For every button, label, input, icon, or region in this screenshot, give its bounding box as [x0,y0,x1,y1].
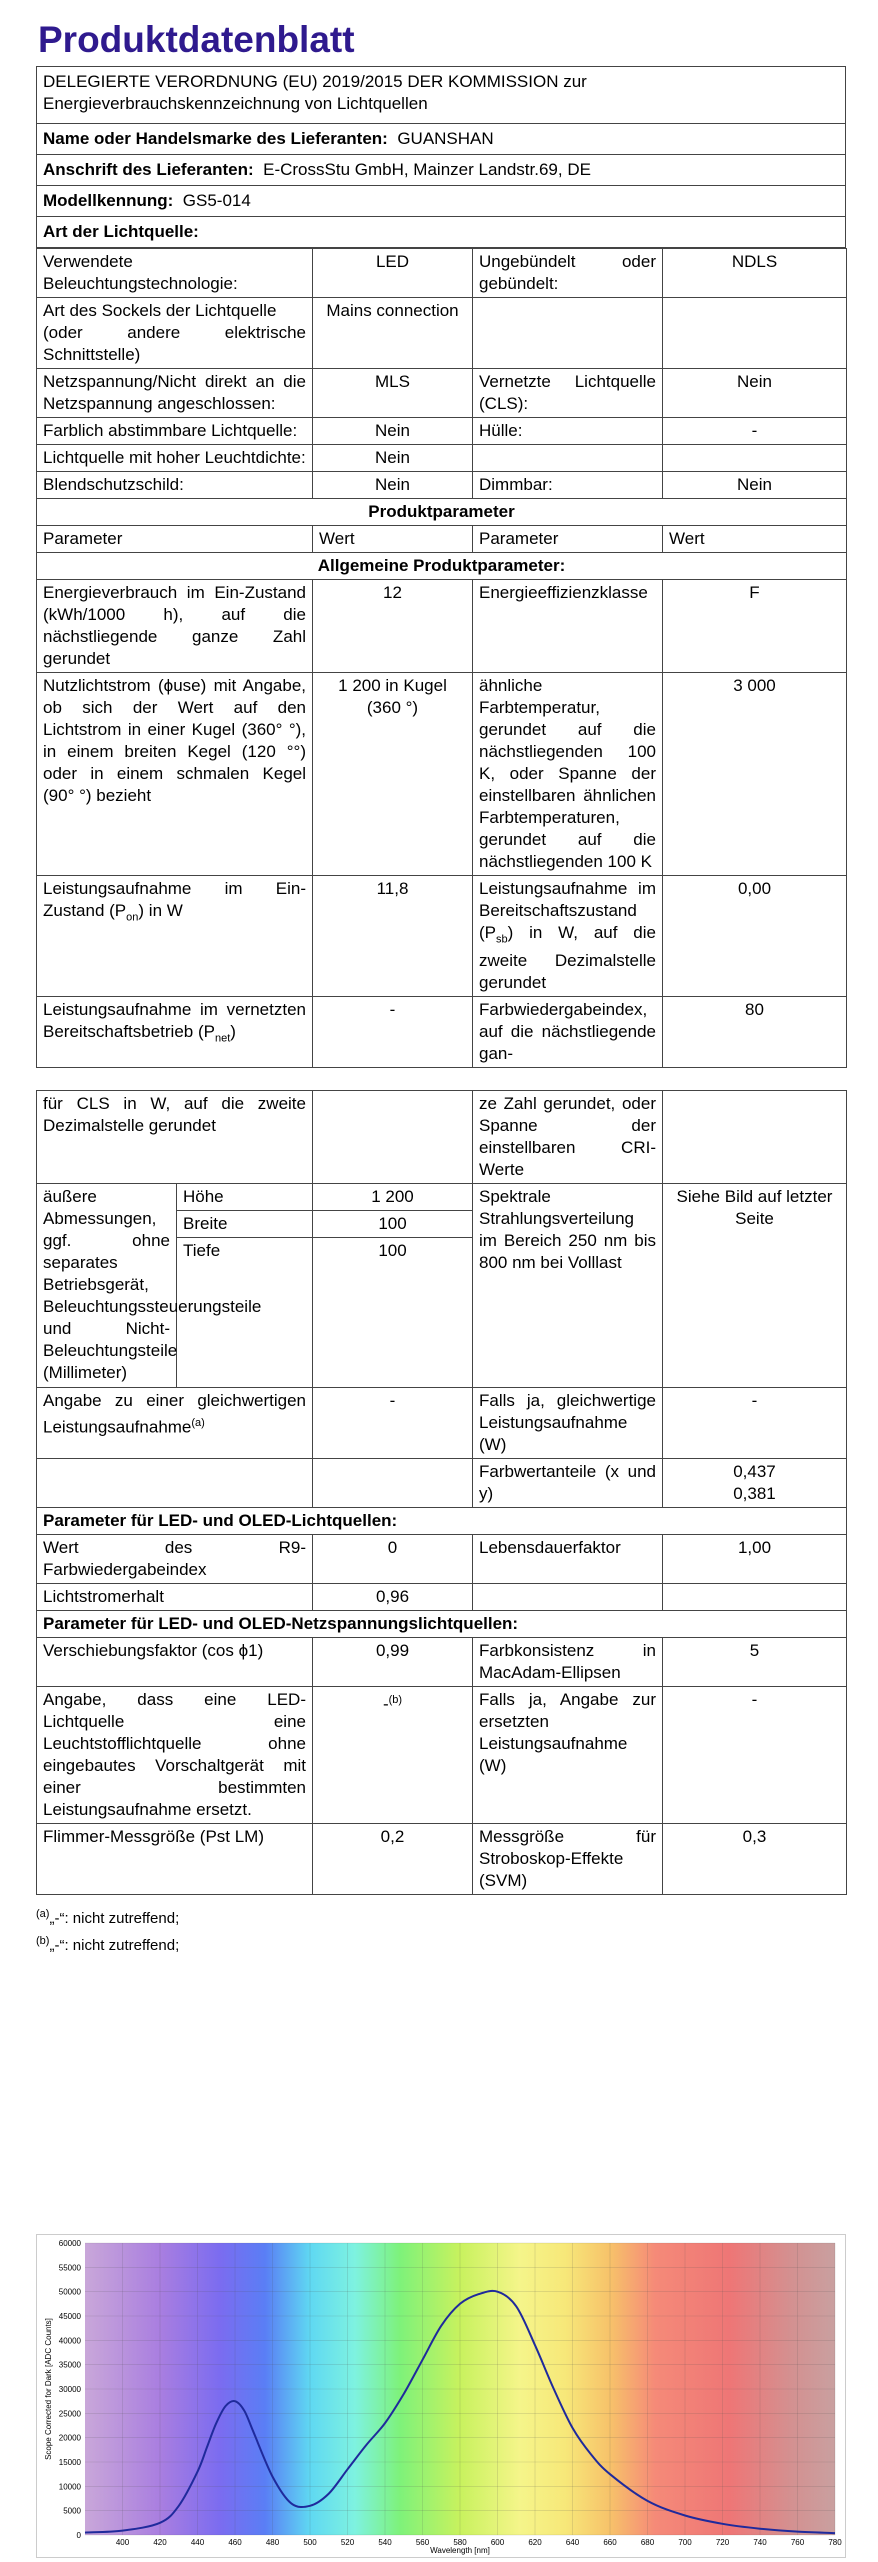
x-tick-label: 560 [415,2538,430,2547]
table-row [37,876,847,997]
consistency-value: 5 [663,1638,847,1687]
spectrum-svg [37,2235,845,2557]
table-row [37,1687,847,1824]
y-tick-label: 45000 [58,2312,81,2321]
svm-label: Messgröße für Stroboskop-Effekte (SVM) [473,1824,663,1895]
supplier-address-label: Anschrift des Lieferanten: [43,160,254,179]
table-row [37,1459,847,1508]
table-row [37,445,847,472]
pnet-value: - [313,997,473,1068]
r9-label: Wert des R9-Farbwiedergabeindex [37,1535,313,1584]
x-tick-label: 740 [753,2538,767,2547]
dpf-label: Verschiebungsfaktor (cos ϕ1) [37,1638,313,1687]
x-tick-label: 620 [528,2538,542,2547]
energy-value: 12 [313,580,473,673]
mains-label: Netzspannung/Nicht direkt an die Netzspannung angeschlossen: [37,369,313,418]
supplier-name-row [37,124,845,155]
envelope-label: Hülle: [473,418,663,445]
table-row [37,1584,847,1611]
tunable-label: Farblich abstimmbare Lichtquelle: [37,418,313,445]
x-tick-label: 780 [828,2538,842,2547]
cls-label: Vernetzte Lichtquelle (CLS): [473,369,663,418]
col-value: Wert [313,526,473,553]
cri-label-cont: ze Zahl gerundet, oder Spanne der einstellbaren CRI-Werte [473,1091,663,1184]
table-row [37,580,847,673]
svm-value: 0,3 [663,1824,847,1895]
general-params-table-cont [36,1090,847,1895]
table-row [37,418,847,445]
led-heading: Parameter für LED- und OLED-Lichtquellen: [37,1508,847,1535]
supplier-address-row [37,155,845,186]
cls-value: Nein [663,369,847,418]
r9-value: 0 [313,1535,473,1584]
light-source-table [36,248,847,1068]
footnotes [36,1903,846,1957]
x-tick-label: 580 [453,2538,467,2547]
model-label: Modellkennung: [43,191,174,210]
x-tick-label: 460 [228,2538,242,2547]
cct-value: 3 000 [663,673,847,876]
table-row [37,298,847,369]
mains-heading: Parameter für LED- und OLED-Netzspannungslichtquellen: [37,1611,847,1638]
replace-label: Angabe, dass eine LED-Lichtquelle eine Leuchtstofflichtquelle ohne eingebautes Vorschaltgerät mit einer bestimmten Leistungsaufnahme ersetzt. [37,1687,313,1824]
table-row [37,1184,847,1211]
x-axis-label: Wavelength [nm] [430,2546,490,2555]
y-tick-label: 15000 [58,2458,81,2467]
cct-label: ähnliche Farbtemperatur, gerundet auf die nächstliegenden 100 K, oder Spanne der einstellbaren ähnlichen Farbtemperaturen, gerundet auf die nächstliegenden 100 K [473,673,663,876]
width-label: Breite [177,1211,313,1238]
table-row [37,1388,847,1459]
y-tick-label: 25000 [58,2409,81,2419]
height-label: Höhe [177,1184,313,1211]
pnet-label: Leistungsaufnahme im vernetzten Bereitschaftsbetrieb $(P_{net})$ [37,997,313,1068]
header-box [36,66,846,248]
table-row [37,499,847,526]
y-tick-label: 30000 [58,2385,81,2394]
y-tick-label: 40000 [58,2336,81,2346]
cri-value: 80 [663,997,847,1068]
x-tick-label: 540 [378,2538,392,2547]
table-row [37,369,847,418]
equiv-yes-value: - [663,1388,847,1459]
survival-value: 1,00 [663,1535,847,1584]
regulation-text: DELEGIERTE VERORDNUNG (EU) 2019/2015 DER KOMMISSION zur Energieverbrauchskennzeichnung von Lichtquellen [37,67,845,124]
table-row [37,472,847,499]
pon-value: 11,8 [313,876,473,997]
product-params-heading: Produktparameter [37,499,847,526]
footnote-a: $^{(a)}$„-“: nicht zutreffend; [36,1908,180,1928]
x-tick-label: 440 [190,2538,205,2547]
height-value: 1 200 [313,1184,473,1211]
footnote-b: $^{(b)}$„-“: nicht zutreffend; [36,1935,180,1955]
equiv-yes-label: Falls ja, gleichwertige Leistungsaufnahme (W) [473,1388,663,1459]
flux-value: 1 200 in Kugel (360 °) [313,673,473,876]
x-tick-label: 520 [340,2538,355,2547]
depth-label: Tiefe [177,1238,313,1388]
dpf-value: 0,99 [313,1638,473,1687]
replace-yes-value: - [663,1687,847,1824]
y-tick-label: 10000 [58,2482,81,2492]
y-tick-label: 0 [76,2531,81,2540]
model-row [37,186,845,217]
maint-value: 0,96 [313,1584,473,1611]
replace-yes-label: Falls ja, Angabe zur ersetzten Leistungsaufnahme (W) [473,1687,663,1824]
equiv-label: Angabe zu einer gleichwertigen Leistungsaufnahme$^{(a)}$ [37,1388,313,1459]
table-row [37,249,847,298]
flicker-label: Flimmer-Messgröße (Pst LM) [37,1824,313,1895]
supplier-name-value: GUANSHAN [397,129,494,148]
high-lum-value: Nein [313,445,473,472]
col-value: Wert [663,526,847,553]
psb-label: Leistungsaufnahme im Bereitschaftszustand $(P_{sb})$ in W, auf die zweite Dezimalstelle gerundet [473,876,663,997]
flicker-value: 0,2 [313,1824,473,1895]
envelope-value: - [663,418,847,445]
spd-label: Spektrale Strahlungsverteilung im Bereich 250 nm bis 800 nm bei Volllast [473,1184,663,1388]
table-row [37,526,847,553]
x-tick-label: 720 [715,2538,730,2547]
high-lum-label: Lichtquelle mit hoher Leuchtdichte: [37,445,313,472]
x-tick-label: 640 [565,2538,580,2547]
pon-label: Leistungsaufnahme im Ein-Zustand $(P_{on})$ in W [37,876,313,997]
psb-value: 0,00 [663,876,847,997]
y-tick-label: 60000 [58,2239,81,2248]
replace-value: -$^{(b)}$ [313,1687,473,1824]
x-tick-label: 760 [790,2538,805,2547]
table-row [37,1508,847,1535]
eclass-value: F [663,580,847,673]
supplier-name-label: Name oder Handelsmarke des Lieferanten: [43,129,388,148]
x-tick-label: 400 [115,2538,130,2547]
eclass-label: Energieeffizienzklasse [473,580,663,673]
glare-label: Blendschutzschild: [37,472,313,499]
y-tick-label: 50000 [58,2287,81,2297]
x-tick-label: 420 [153,2538,167,2547]
equiv-value: - [313,1388,473,1459]
energy-label: Energieverbrauch im Ein-Zustand (kWh/1000 h), auf die nächstliegende ganze Zahl gerundet [37,580,313,673]
bundled-label: Ungebündelt oder gebündelt: [473,249,663,298]
tech-value: LED [313,249,473,298]
page-break [36,1068,846,1090]
chroma-label: Farbwertanteile (x und y) [473,1459,663,1508]
chroma-value: 0,437 0,381 [663,1459,847,1508]
x-tick-label: 500 [303,2538,317,2547]
general-params-heading: Allgemeine Produktparameter: [37,553,847,580]
dimmable-value: Nein [663,472,847,499]
dimmable-label: Dimmbar: [473,472,663,499]
y-tick-label: 20000 [58,2433,81,2443]
consistency-label: Farbkonsistenz in MacAdam-Ellipsen [473,1638,663,1687]
depth-value: 100 [313,1238,473,1388]
light-source-type-heading: Art der Lichtquelle: [43,222,199,241]
spd-value: Siehe Bild auf letzter Seite [663,1184,847,1388]
bundled-value: NDLS [663,249,847,298]
width-value: 100 [313,1211,473,1238]
x-tick-label: 600 [490,2538,505,2547]
table-row [37,1091,847,1184]
page-title: Produktdatenblatt [38,19,355,60]
table-row [37,673,847,876]
socket-label: Art des Sockels der Lichtquelle (oder andere elektrische Schnittstelle) [37,298,313,369]
x-tick-label: 660 [603,2538,617,2547]
mains-value: MLS [313,369,473,418]
table-row [37,1611,847,1638]
maint-label: Lichtstromerhalt [37,1584,313,1611]
tech-label: Verwendete Beleuchtungstechnologie: [37,249,313,298]
x-tick-label: 700 [678,2538,692,2547]
col-param: Parameter [473,526,663,553]
y-tick-label: 35000 [58,2360,81,2370]
dims-label: äußere Abmessungen, ggf. ohne separates Betriebsgerät, Beleuchtungssteuerungsteile und Nicht-Beleuchtungsteile (Millimeter) [37,1184,177,1388]
flux-label: Nutzlichtstrom (ϕuse) mit Angabe, ob sich der Wert auf den Lichtstrom in einer Kugel (360° °), in einem breiten Kegel (120 °°) oder in einem schmalen Kegel (90° °) bezieht [37,673,313,876]
survival-label: Lebensdauerfaktor [473,1535,663,1584]
x-tick-label: 680 [640,2538,655,2547]
table-row [37,1535,847,1584]
x-tick-label: 480 [265,2538,280,2547]
y-tick-label: 55000 [58,2263,81,2273]
spectrum-chart [36,2234,846,2558]
cri-label: Farbwiedergabeindex, auf die nächstliegende gan- [473,997,663,1068]
tunable-value: Nein [313,418,473,445]
table-row [37,1638,847,1687]
pnet-label-cont: für CLS in W, auf die zweite Dezimalstelle gerundet [37,1091,313,1184]
col-param: Parameter [37,526,313,553]
model-value: GS5-014 [182,191,251,210]
table-row [37,997,847,1068]
socket-value: Mains connection [313,298,473,369]
glare-value: Nein [313,472,473,499]
table-row [37,1824,847,1895]
y-axis-label: Scope Corrected for Dark [ADC Counts] [44,2318,53,2460]
y-tick-label: 5000 [63,2506,81,2516]
table-row [37,553,847,580]
supplier-address-value: E-CrossStu GmbH, Mainzer Landstr.69, DE [263,160,591,179]
